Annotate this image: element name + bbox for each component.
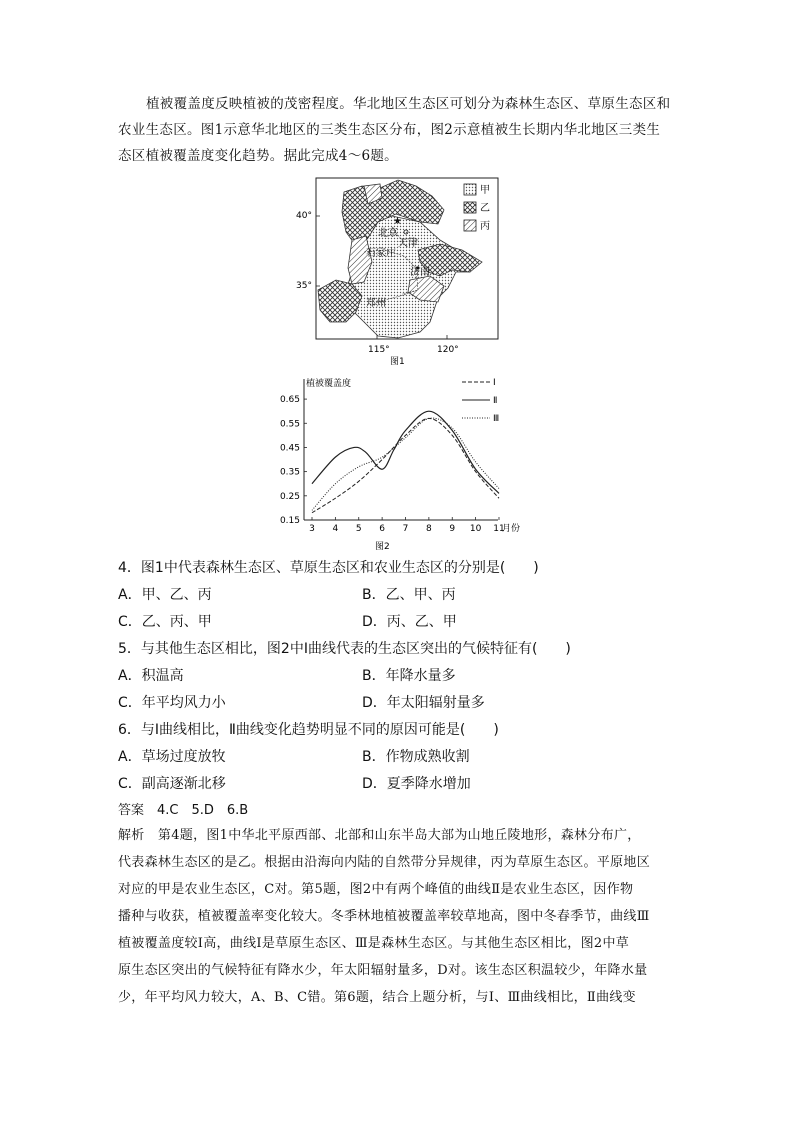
chart-x-tick-label: 4 [332, 524, 339, 534]
q6-option-c: C．副高逐渐北移 [118, 776, 226, 792]
chart-x-tick-label: 7 [402, 524, 409, 534]
figure-2-chart [0, 375, 794, 555]
city-zhengzhou: 郑州 [366, 298, 386, 309]
q4-option-a: A．甲、乙、丙 [118, 587, 212, 603]
chart-y-tick-label: 0.35 [279, 467, 300, 478]
chart-x-tick-label: 9 [449, 524, 456, 534]
analysis-line-7: 少，年平均风力较大，A、B、C错。第6题，结合上题分析，与Ⅰ、Ⅲ曲线相比，Ⅱ曲线变 [118, 990, 636, 1005]
analysis-line-3: 对应的甲是农业生态区，C对。第5题，图2中有两个峰值的曲线Ⅱ是农业生态区，因作物 [118, 882, 634, 897]
legend-yi: 乙 [480, 203, 490, 214]
q6-option-d: D．夏季降水增加 [362, 776, 471, 792]
svg-text:★: ★ [393, 216, 402, 227]
q6-option-b: B．作物成熟收割 [362, 749, 470, 765]
chart-y-axis-label: 植被覆盖度 [306, 379, 352, 389]
q4-option-b: B．乙、甲、丙 [362, 587, 456, 603]
city-beijing: 北京 [378, 228, 398, 239]
city-jinan: 济南 [410, 267, 430, 278]
intro-line-1: 植被覆盖度反映植被的茂密程度。华北地区生态区可划分为森林生态区、草原生态区和 [146, 96, 671, 112]
q6-option-a: A．草场过度放牧 [118, 749, 226, 765]
chart-legend-label-1: Ⅰ [493, 378, 496, 388]
chart-series-line-2 [312, 411, 499, 493]
chart-x-tick-label: 6 [379, 524, 385, 534]
analysis-line-1: 解析 第4题，图1中华北平原西部、北部和山东半岛大部为山地丘陵地形，森林分布广， [118, 828, 641, 843]
question-4-stem: 4．图1中代表森林生态区、草原生态区和农业生态区的分别是( ) [118, 560, 539, 576]
intro-line-3: 态区植被覆盖度变化趋势。据此完成4～6题。 [118, 148, 398, 164]
analysis-line-2: 代表森林生态区的是乙。根据由沿海向内陆的自然带分异规律，丙为草原生态区。平原地区 [118, 855, 651, 870]
chart-x-tick-label: 5 [355, 524, 362, 534]
legend-jia: 甲 [480, 185, 490, 196]
chart-series-line-1 [312, 418, 499, 512]
answer-line: 答案 4.C 5.D 6.B [118, 803, 249, 818]
q5-option-b: B．年降水量多 [362, 668, 456, 684]
question-5-stem: 5．与其他生态区相比，图2中Ⅰ曲线代表的生态区突出的气候特征有( ) [118, 641, 571, 657]
chart-y-tick-label: 0.45 [279, 443, 300, 454]
question-6-stem: 6．与Ⅰ曲线相比，Ⅱ曲线变化趋势明显不同的原因可能是( ) [118, 722, 499, 738]
q4-option-c: C．乙、丙、甲 [118, 614, 212, 630]
chart-y-tick-label: 0.55 [279, 419, 300, 430]
city-tianjin: 天津 [398, 238, 418, 249]
chart-y-tick-label: 0.15 [279, 516, 300, 526]
city-shijiazhuang: 石家庄 [366, 248, 396, 259]
figure-1-caption: 图1 [390, 357, 405, 367]
lon-label-120: 120° [437, 345, 459, 355]
lat-label-35: 35° [296, 281, 312, 291]
chart-x-tick-label: 11 [493, 524, 505, 534]
legend-bing: 丙 [480, 221, 490, 232]
analysis-line-5: 植被覆盖度较Ⅰ高，曲线Ⅰ是草原生态区、Ⅲ是森林生态区。与其他生态区相比，图2中草 [118, 936, 630, 951]
q4-option-d: D．丙、乙、甲 [362, 614, 457, 630]
q5-option-c: C．年平均风力小 [118, 695, 226, 711]
chart-x-axis-label: 月份 [502, 524, 521, 534]
chart-y-tick-label: 0.65 [279, 395, 300, 406]
lat-label-40: 40° [296, 211, 312, 221]
chart-y-tick-label: 0.25 [279, 491, 300, 502]
chart-x-tick-label: 3 [309, 524, 315, 534]
chart-x-tick-label: 10 [469, 524, 482, 534]
chart-x-tick-label: 8 [426, 524, 432, 534]
chart-legend-label-3: Ⅲ [493, 414, 500, 424]
analysis-line-4: 播种与收获，植被覆盖率变化较大。冬季林地植被覆盖率较草地高，图中冬春季节，曲线Ⅲ [118, 909, 650, 924]
figure-2-caption: 图2 [375, 542, 390, 552]
lon-label-115: 115° [368, 345, 390, 355]
q5-option-a: A．积温高 [118, 668, 184, 684]
q5-option-d: D．年太阳辐射量多 [362, 695, 485, 711]
analysis-line-6: 原生态区突出的气候特征有降水少，年太阳辐射量多，D对。该生态区积温较少，年降水量 [118, 963, 648, 978]
chart-series-line-3 [312, 418, 499, 510]
intro-line-2: 农业生态区。图1示意华北地区的三类生态区分布，图2示意植被生长期内华北地区三类生 [118, 122, 661, 138]
chart-legend-label-2: Ⅱ [493, 396, 498, 406]
